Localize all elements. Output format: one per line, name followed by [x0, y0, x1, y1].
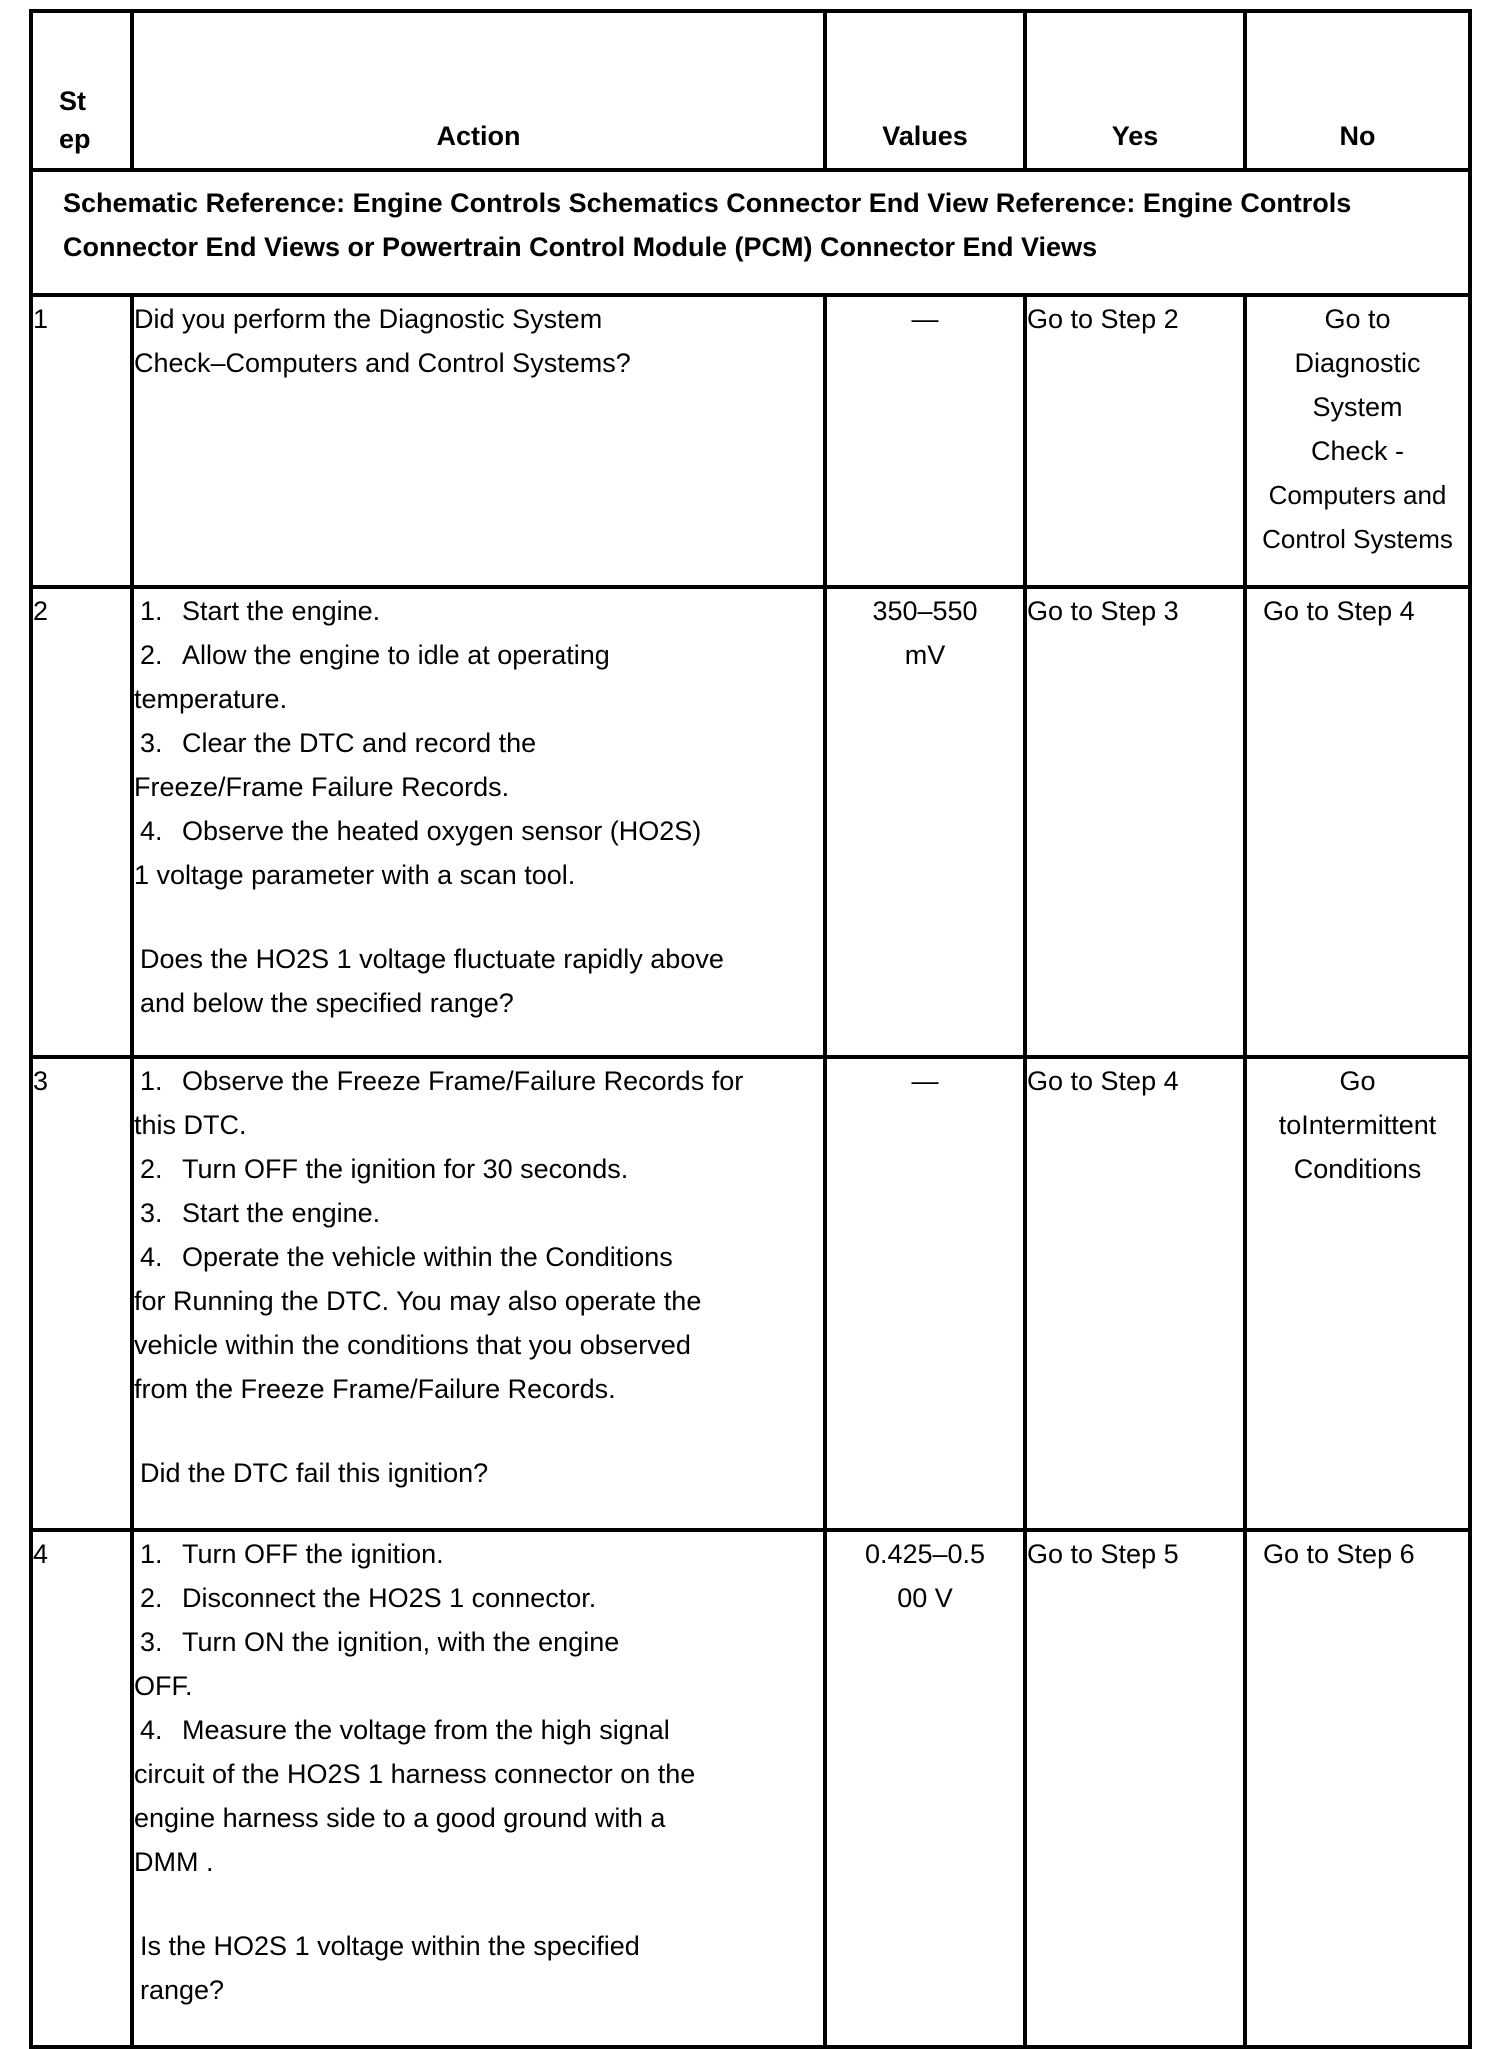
item-number: 4. — [140, 1715, 163, 1745]
header-no: No — [1245, 11, 1470, 170]
no-link[interactable] — [1245, 295, 1470, 587]
step-number: 4 — [31, 1530, 132, 2047]
action-item — [134, 633, 823, 677]
item-number: 2. — [140, 1583, 163, 1613]
question — [134, 1451, 823, 1495]
value-text: 350–550 — [872, 596, 978, 626]
step-number: 2 — [31, 587, 132, 1057]
no-text: Check - — [1310, 436, 1405, 466]
no-text: Diagnostic — [1294, 348, 1421, 378]
item-text: Start the engine. — [182, 1198, 381, 1228]
table-row — [31, 1530, 1470, 2047]
action-item — [134, 1532, 823, 1576]
item-text: Disconnect the HO2S 1 connector. — [182, 1583, 597, 1613]
no-link[interactable]: Go to Step 4 — [1245, 587, 1470, 1057]
item-text: temperature. — [134, 684, 288, 714]
item-text: Measure the voltage from the high signal — [182, 1715, 670, 1745]
no-text: System — [1312, 392, 1403, 422]
action-item — [134, 1147, 823, 1191]
table-row — [31, 1057, 1470, 1530]
item-text: engine harness side to a good ground with a — [134, 1803, 666, 1833]
item-text: Start the engine. — [182, 596, 381, 626]
value-text: mV — [904, 640, 946, 670]
table-row — [31, 587, 1470, 1057]
no-text: Go to — [1324, 304, 1391, 334]
item-number: 3. — [140, 728, 163, 758]
no-text: Computers and — [1268, 480, 1447, 510]
item-text: Clear the DTC and record the — [182, 728, 537, 758]
item-text: circuit of the HO2S 1 harness connector on the — [134, 1759, 696, 1789]
action-text: Check–Computers and Control Systems? — [134, 348, 631, 378]
item-text: 1 voltage parameter with a scan tool. — [134, 860, 576, 890]
values-cell: — — [825, 1057, 1025, 1530]
values-cell — [825, 1530, 1025, 2047]
action-item — [134, 1708, 823, 1752]
schematic-line: Connector End Views or Powertrain Control Module (PCM) Connector End Views — [63, 232, 1098, 262]
item-text: DMM . — [134, 1847, 214, 1877]
header-row — [31, 11, 1470, 170]
question-text: range? — [140, 1975, 225, 2005]
question — [134, 937, 823, 1025]
action-cell — [132, 1057, 825, 1530]
action-item — [134, 1235, 823, 1279]
action-item — [134, 809, 823, 853]
question-text: Is the HO2S 1 voltage within the specified — [140, 1931, 640, 1961]
item-text: OFF. — [134, 1671, 193, 1701]
question-text: and below the specified range? — [140, 988, 514, 1018]
values-cell: — — [825, 295, 1025, 587]
action-item — [134, 1576, 823, 1620]
yes-link[interactable]: Go to Step 5 — [1025, 1530, 1245, 2047]
item-text: vehicle within the conditions that you observed — [134, 1330, 691, 1360]
action-item — [134, 1620, 823, 1664]
schematic-reference — [31, 170, 1470, 295]
item-text: this DTC. — [134, 1110, 247, 1140]
yes-link[interactable]: Go to Step 3 — [1025, 587, 1245, 1057]
step-number: 1 — [31, 295, 132, 587]
question-text: Did the DTC fail this ignition? — [140, 1458, 489, 1488]
item-text: Turn OFF the ignition for 30 seconds. — [182, 1154, 629, 1184]
action-item — [134, 1059, 823, 1103]
action-item — [134, 1191, 823, 1235]
no-text: Conditions — [1293, 1154, 1422, 1184]
action-text: Did you perform the Diagnostic System — [134, 304, 603, 334]
header-step-line: St — [59, 86, 86, 116]
item-text: Observe the heated oxygen sensor (HO2S) — [182, 816, 702, 846]
schematic-reference-row — [31, 170, 1470, 295]
no-text: Go — [1339, 1066, 1376, 1096]
item-text: Observe the Freeze Frame/Failure Records for — [182, 1066, 744, 1096]
yes-link[interactable]: Go to Step 4 — [1025, 1057, 1245, 1530]
action-item — [134, 589, 823, 633]
item-number: 4. — [140, 816, 163, 846]
action-cell — [132, 587, 825, 1057]
question — [134, 1924, 823, 2012]
yes-link[interactable]: Go to Step 2 — [1025, 295, 1245, 587]
diagnostic-table — [29, 9, 1472, 2049]
action-cell — [132, 1530, 825, 2047]
item-text: Allow the engine to idle at operating — [182, 640, 610, 670]
item-number: 3. — [140, 1198, 163, 1228]
action-item — [134, 721, 823, 765]
item-text: Turn OFF the ignition. — [182, 1539, 444, 1569]
no-text: Control Systems — [1262, 524, 1453, 554]
item-text: for Running the DTC. You may also operate the — [134, 1286, 702, 1316]
value-text: 00 V — [897, 1583, 953, 1613]
schematic-line: Schematic Reference: Engine Controls Schematics Connector End View Reference: Engine Controls — [63, 188, 1352, 218]
item-number: 1. — [140, 596, 163, 626]
no-link[interactable]: Go to Step 6 — [1245, 1530, 1470, 2047]
item-number: 4. — [140, 1242, 163, 1272]
question-text: Does the HO2S 1 voltage fluctuate rapidly above — [140, 944, 724, 974]
item-number: 1. — [140, 1539, 163, 1569]
item-text: Freeze/Frame Failure Records. — [134, 772, 510, 802]
item-number: 2. — [140, 640, 163, 670]
header-step-line: ep — [59, 124, 91, 154]
item-text: Turn ON the ignition, with the engine — [182, 1627, 620, 1657]
item-number: 1. — [140, 1066, 163, 1096]
step-number: 3 — [31, 1057, 132, 1530]
item-number: 2. — [140, 1154, 163, 1184]
value-text: 0.425–0.5 — [864, 1539, 986, 1569]
values-cell — [825, 587, 1025, 1057]
header-step — [31, 11, 132, 170]
header-values: Values — [825, 11, 1025, 170]
no-text: toIntermittent — [1278, 1110, 1437, 1140]
item-text: Operate the vehicle within the Conditions — [182, 1242, 673, 1272]
table-row — [31, 295, 1470, 587]
item-number: 3. — [140, 1627, 163, 1657]
item-text: from the Freeze Frame/Failure Records. — [134, 1374, 616, 1404]
header-yes: Yes — [1025, 11, 1245, 170]
no-link[interactable] — [1245, 1057, 1470, 1530]
action-cell — [132, 295, 825, 587]
header-action: Action — [132, 11, 825, 170]
